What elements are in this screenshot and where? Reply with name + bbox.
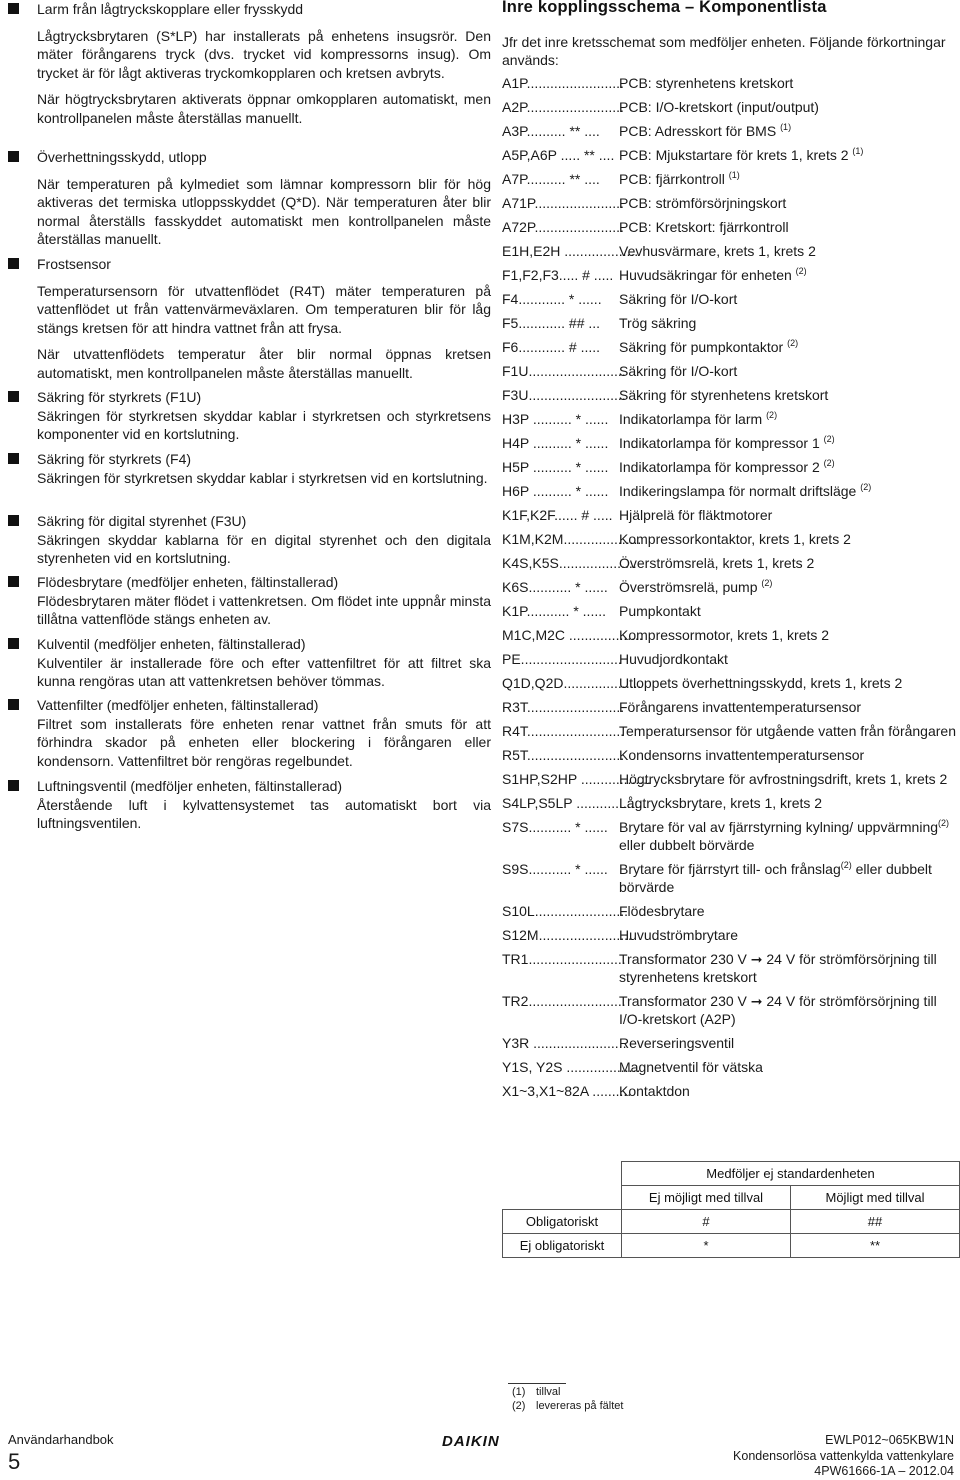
component-list-heading: Inre kopplingsschema – Komponentlista (502, 0, 827, 16)
abbreviation-code: H6P .......... * ...... (502, 483, 609, 499)
footer-doc-id: 4PW61666-1A – 2012.04 (814, 1464, 954, 1478)
footnote-ref: (2) (795, 266, 807, 276)
abbreviation-description (619, 650, 958, 668)
description-text: Säkring för I/O-kort (619, 363, 738, 379)
abbreviation-code: A5P,A6P ..... ** .... (502, 147, 615, 163)
abbreviation-row (502, 266, 958, 284)
footnote-mark: (1) (512, 1386, 526, 1398)
abbreviation-row (502, 386, 958, 404)
section-airvent (8, 777, 491, 833)
description-text: Säkring för styrenhetens kretskort (619, 387, 829, 403)
description-text: Magnetventil för vätska (619, 1059, 763, 1075)
description-text: PCB: Adresskort för BMS (619, 123, 781, 139)
description-text: eller dubbelt börvärde (619, 861, 932, 895)
abbreviation-row (502, 458, 958, 476)
footnote-ref: (2) (787, 338, 799, 348)
section-title: Frostsensor (37, 256, 111, 272)
abbreviation-description (619, 410, 958, 428)
abbreviation-row (502, 314, 958, 332)
footnote-text: tillval (536, 1386, 561, 1398)
section-paragraph: Flödesbrytaren mäter flödet i vattenkretsen. Om flödet inte uppnår minsta tillåtna vattenflöde stängs enheten av. (37, 592, 491, 628)
abbreviation-row (502, 1058, 958, 1076)
bullet-icon (8, 699, 19, 710)
description-text: Pumpkontakt (619, 603, 701, 619)
abbreviation-description (619, 314, 958, 332)
abbreviation-code: K1P........... * ...... (502, 603, 607, 619)
description-text: Kontaktdon (619, 1083, 690, 1099)
abbreviation-row (502, 818, 958, 854)
abbreviation-code: S7S........... * ...... (502, 819, 608, 835)
footnote-divider (508, 1383, 566, 1384)
description-text: PCB: strömförsörjningskort (619, 195, 787, 211)
abbreviation-row (502, 218, 958, 236)
section-f4 (8, 450, 491, 487)
abbreviation-code: F4............ * ...... (502, 291, 602, 307)
bullet-icon (8, 576, 19, 587)
section-paragraph: När högtrycksbrytaren aktiverats öppnar omkopplaren automatiskt, men kontrollpanelen måste återställas manuellt. (37, 91, 491, 126)
section-overheat (8, 148, 491, 249)
abbreviation-description (619, 860, 958, 896)
abbreviation-row (502, 98, 958, 116)
legend-table (502, 1161, 960, 1258)
abbreviation-row (502, 530, 958, 548)
description-text: Kompressormotor, krets 1, krets 2 (619, 627, 830, 643)
abbreviation-description (619, 1034, 958, 1052)
footnote-ref: (2) (823, 434, 835, 444)
abbreviation-code: A71P....................... (502, 195, 624, 211)
abbreviation-description (619, 794, 958, 812)
footnote-mark: (2) (512, 1400, 526, 1412)
description-text: Indikatorlampa för kompressor 2 (619, 459, 824, 475)
section-paragraph: Säkringen skyddar kablarna för en digital styrenhet och den digitala styrenheten vid en kortslutning. (37, 531, 491, 567)
section-title: Säkring för digital styrenhet (F3U) (37, 513, 247, 529)
section-title: Luftningsventil (medföljer enheten, fältinstallerad) (37, 778, 343, 794)
abbreviation-code: S12M........................ (502, 927, 632, 943)
section-title: Larm från lågtryckskopplare eller frysskydd (37, 1, 304, 17)
abbreviation-row (502, 602, 958, 620)
section-paragraph: När temperaturen på kylmediet som lämnar kompressorn blir för hög aktiveras det termiska utloppsskyddet (Q*D). När temperaturen åter blir normal återställs fasskyddet automatiskt men kontrollpanelen måste återställas manuellt. (37, 175, 491, 248)
abbreviation-code: Y3R ........................ (502, 1035, 627, 1051)
abbreviation-description (619, 602, 958, 620)
abbreviation-description (619, 902, 958, 920)
legend-row-label: Ej obligatoriskt (503, 1234, 622, 1258)
footnote-ref: (1) (852, 146, 864, 156)
abbreviation-description (619, 74, 958, 92)
abbreviation-description (619, 578, 958, 596)
bullet-icon (8, 638, 19, 649)
abbreviation-description (619, 926, 958, 944)
bullet-icon (8, 515, 19, 526)
abbreviation-code: F6............ # ..... (502, 339, 601, 355)
abbreviation-code: Q1D,Q2D.................... (502, 675, 642, 691)
abbreviation-description (619, 674, 958, 692)
bullet-icon (8, 391, 19, 402)
footnote-ref: (2) (840, 860, 852, 870)
abbreviation-code: TR2......................... (502, 993, 626, 1009)
section-paragraph: Lågtrycksbrytaren (S*LP) har installerats på enhetens insugsrör. Den mäter förångarens tryck (dvs. trycket vid kompressorns insug). Om trycket är för lågt aktiveras tryckomkopplaren och kretsen avbryts. (37, 27, 491, 81)
abbreviation-code: A72P....................... (502, 219, 624, 235)
legend-col-header: Ej möjligt med tillval (622, 1186, 791, 1210)
abbreviation-code: PE.......................... (502, 651, 622, 667)
abbreviation-description (619, 218, 958, 236)
abbreviation-row (502, 194, 958, 212)
abbreviation-description (619, 818, 958, 854)
description-text: PCB: Mjukstartare för krets 1, krets 2 (619, 147, 853, 163)
description-text: Temperatursensor för utgående vatten från förångaren (619, 723, 956, 739)
description-text: Kompressorkontaktor, krets 1, krets 2 (619, 531, 851, 547)
section-paragraph: När utvattenflödets temperatur åter blir normal öppnas kretsen automatiskt, men kontrollpanelen måste återställas manuellt. (37, 346, 491, 381)
abbreviation-code: K1M,K2M.................... (502, 531, 642, 547)
footnote-ref: (1) (780, 122, 792, 132)
daikin-logo: DAIKIN (442, 1433, 500, 1450)
abbreviation-description (619, 98, 958, 116)
abbreviation-row (502, 482, 958, 500)
section-title: Säkring för styrkrets (F1U) (37, 389, 202, 405)
abbreviation-code: F3U......................... (502, 387, 626, 403)
abbreviation-row (502, 410, 958, 428)
abbreviation-description (619, 266, 958, 284)
abbreviation-description (619, 698, 958, 716)
section-paragraph: Kulventiler är installerade före och efter vattenfiltret för att filtret ska kunna rengöras utan att vattenkretsen behöver tömmas. (37, 654, 491, 690)
legend-cell: ** (791, 1234, 960, 1258)
footer-doc-type: Användarhandbok (8, 1432, 114, 1447)
section-ballvalve (8, 635, 491, 691)
section-f1u (8, 388, 491, 444)
description-text: eller dubbelt börvärde (619, 837, 755, 853)
description-text: Lågtrycksbrytare, krets 1, krets 2 (619, 795, 823, 811)
description-text: Transformator 230 V ➞ 24 V för strömförsörjning till I/O-kretskort (A2P) (619, 993, 937, 1027)
abbreviation-row (502, 950, 958, 986)
abbreviation-code: F1U......................... (502, 363, 626, 379)
abbreviation-code: H4P .......... * ...... (502, 435, 609, 451)
abbreviation-description (619, 194, 958, 212)
description-text: Förångarens invattentemperatursensor (619, 699, 862, 715)
abbreviation-description (619, 554, 958, 572)
description-text: Indikatorlampa för larm (619, 411, 767, 427)
footnotes (512, 1385, 623, 1413)
footnote-text: levereras på fältet (536, 1400, 624, 1412)
abbreviation-row (502, 698, 958, 716)
abbreviation-description (619, 122, 958, 140)
section-frost (8, 255, 491, 383)
abbreviation-description (619, 746, 958, 764)
abbreviation-code: F1,F2,F3..... # ..... (502, 267, 614, 283)
bullet-icon (8, 3, 19, 14)
abbreviation-code: R4T......................... (502, 723, 625, 739)
abbreviation-row (502, 674, 958, 692)
abbreviation-description (619, 950, 958, 986)
description-text: Säkring för pumpkontaktor (619, 339, 788, 355)
section-paragraph: Säkringen för styrkretsen skyddar kablar i styrkretsen och styrkretsens komponenter vid en kortslutning. (37, 407, 491, 443)
abbreviation-description (619, 458, 958, 476)
abbreviation-code: M1C,M2C ................... (502, 627, 643, 643)
abbreviation-code: E1H,E2H ................... (502, 243, 639, 259)
section-waterfilter (8, 696, 491, 770)
abbreviation-row (502, 1034, 958, 1052)
section-paragraph: Säkringen för styrkretsen skyddar kablar i styrkretsen vid en kortslutning. (37, 469, 488, 486)
abbreviation-code: A1P......................... (502, 75, 624, 91)
abbreviation-code: S1HP,S2HP .................. (502, 771, 651, 787)
legend-row-label: Obligatoriskt (503, 1210, 622, 1234)
abbreviation-row (502, 362, 958, 380)
abbreviation-description (619, 434, 958, 452)
description-text: Vevhusvärmare, krets 1, krets 2 (619, 243, 816, 259)
section-title: Kulventil (medföljer enheten, fältinstallerad) (37, 636, 306, 652)
page-number: 5 (8, 1449, 21, 1474)
abbreviation-row (502, 506, 958, 524)
description-text: Huvudströmbrytare (619, 927, 739, 943)
abbreviation-code: S4LP,S5LP .................. (502, 795, 647, 811)
abbreviation-row (502, 146, 958, 164)
abbreviation-list (502, 74, 958, 1106)
description-text: PCB: fjärrkontroll (619, 171, 729, 187)
description-text: Trög säkring (619, 315, 697, 331)
section-title: Vattenfilter (medföljer enheten, fältinstallerad) (37, 697, 319, 713)
section-title: Flödesbrytare (medföljer enheten, fältinstallerad) (37, 574, 339, 590)
bullet-icon (8, 258, 19, 269)
abbreviation-code: A3P.......... ** .... (502, 123, 600, 139)
footer-product-info (733, 1433, 954, 1480)
abbreviation-description (619, 722, 958, 740)
description-text: Transformator 230 V ➞ 24 V för strömförsörjning till styrenhetens kretskort (619, 951, 937, 985)
footer-product: Kondensorlösa vattenkylda vattenkylare (733, 1448, 954, 1463)
abbreviation-description (619, 170, 958, 188)
abbreviation-row (502, 242, 958, 260)
abbreviation-description (619, 506, 958, 524)
footnote-ref: (2) (860, 482, 872, 492)
description-text: Hjälprelä för fläktmotorer (619, 507, 773, 523)
bullet-icon (8, 453, 19, 464)
description-text: Reverseringsventil (619, 1035, 735, 1051)
footnote (512, 1385, 623, 1399)
abbreviation-code: S9S........... * ...... (502, 861, 608, 877)
legend-col-header: Möjligt med tillval (791, 1186, 960, 1210)
abbreviation-code: X1~3,X1~82A .......... (502, 1083, 632, 1099)
abbreviation-row (502, 926, 958, 944)
abbreviation-row (502, 122, 958, 140)
abbreviation-description (619, 530, 958, 548)
section-paragraph: Återstående luft i kylvattensystemet tas automatiskt bort via luftningsventilen. (37, 796, 491, 832)
section-f3u (8, 512, 491, 568)
footnote (512, 1399, 623, 1413)
bullet-icon (8, 151, 19, 162)
abbreviation-row (502, 650, 958, 668)
abbreviation-row (502, 554, 958, 572)
legend-cell: ## (791, 1210, 960, 1234)
bullet-icon (8, 780, 19, 791)
abbreviation-description (619, 338, 958, 356)
section-lowpressure (8, 0, 491, 128)
description-text: Indikeringslampa för normalt driftsläge (619, 483, 861, 499)
footnote-ref: (2) (761, 578, 773, 588)
footnote-ref: (2) (766, 410, 778, 420)
abbreviation-row (502, 290, 958, 308)
description-text: Högtrycksbrytare för avfrostningsdrift, krets 1, krets 2 (619, 771, 948, 787)
description-text: Överströmsrelä, pump (619, 579, 762, 595)
abbreviation-row (502, 1082, 958, 1100)
footnote-ref: (2) (823, 458, 835, 468)
footnote-ref: (1) (728, 170, 740, 180)
abbreviation-code: S10L........................ (502, 903, 629, 919)
abbreviation-row (502, 746, 958, 764)
description-text: Indikatorlampa för kompressor 1 (619, 435, 824, 451)
abbreviation-code: A7P.......... ** .... (502, 171, 600, 187)
legend-cell: # (622, 1210, 791, 1234)
abbreviation-row (502, 722, 958, 740)
abbreviation-description (619, 362, 958, 380)
abbreviation-description (619, 770, 958, 788)
abbreviation-row (502, 434, 958, 452)
section-title: Överhettningsskydd, utlopp (37, 149, 207, 165)
abbreviation-code: A2P......................... (502, 99, 624, 115)
abbreviation-description (619, 1082, 958, 1100)
abbreviation-row (502, 578, 958, 596)
abbreviation-row (502, 338, 958, 356)
description-text: Huvudjordkontakt (619, 651, 728, 667)
abbreviation-row (502, 902, 958, 920)
description-text: Säkring för I/O-kort (619, 291, 738, 307)
abbreviation-code: R3T......................... (502, 699, 625, 715)
abbreviation-description (619, 242, 958, 260)
abbreviation-description (619, 290, 958, 308)
abbreviation-row (502, 74, 958, 92)
abbreviation-code: K4S,K5S.................... (502, 555, 637, 571)
footer-model: EWLP012~065KBW1N (825, 1433, 954, 1447)
description-text: Kondensorns invattentemperatursensor (619, 747, 865, 763)
footnote-ref: (2) (938, 818, 950, 828)
abbreviation-description (619, 482, 958, 500)
abbreviation-description (619, 146, 958, 164)
abbreviation-code: Y1S, Y2S ................... (502, 1059, 641, 1075)
abbreviation-code: K1F,K2F...... # ..... (502, 507, 613, 523)
abbreviation-code: R5T......................... (502, 747, 625, 763)
abbreviation-row (502, 992, 958, 1028)
abbreviation-row (502, 794, 958, 812)
abbreviation-code: TR1......................... (502, 951, 626, 967)
component-list-intro: Jfr det inre kretsschemat som medföljer enheten. Följande förkortningar används: (502, 34, 946, 68)
abbreviation-code: K6S........... * ...... (502, 579, 608, 595)
description-text: Överströmsrelä, krets 1, krets 2 (619, 555, 815, 571)
description-text: PCB: Kretskort: fjärrkontroll (619, 219, 789, 235)
abbreviation-code: H5P .......... * ...... (502, 459, 609, 475)
section-flowswitch (8, 573, 491, 629)
description-text: PCB: styrenhetens kretskort (619, 75, 794, 91)
description-text: Utloppets överhettningsskydd, krets 1, krets 2 (619, 675, 903, 691)
section-paragraph: Filtret som installerats före enheten renar vattnet från smuts för att förhindra skador på enheten eller blockering i förångaren eller kondensorn. Vattenfiltret bör rengöras regelbundet. (37, 715, 491, 769)
abbreviation-row (502, 170, 958, 188)
description-text: Flödesbrytare (619, 903, 705, 919)
abbreviation-row (502, 626, 958, 644)
section-paragraph: Temperatursensorn för utvattenflödet (R4T) mäter temperaturen på vattenflödet ut från vattenvärmeväxlaren. Om temperaturen blir för låg stängs kretsen för att hindra vattnet från att frysa. (37, 282, 491, 336)
section-title: Säkring för styrkrets (F4) (37, 451, 192, 467)
abbreviation-code: H3P .......... * ...... (502, 411, 609, 427)
abbreviation-description (619, 386, 958, 404)
abbreviation-row (502, 860, 958, 896)
legend-header: Medföljer ej standardenheten (622, 1162, 960, 1186)
abbreviation-description (619, 1058, 958, 1076)
abbreviation-row (502, 770, 958, 788)
description-text: PCB: I/O-kretskort (input/output) (619, 99, 819, 115)
description-text: Brytare för val av fjärrstyrning kylning/ uppvärmning (619, 819, 939, 835)
abbreviation-description (619, 626, 958, 644)
abbreviation-code: F5............ ## ... (502, 315, 601, 331)
description-text: Brytare för fjärrstyrt till- och frånslag (619, 861, 841, 877)
description-text: Huvudsäkringar för enheten (619, 267, 796, 283)
abbreviation-description (619, 992, 958, 1028)
legend-cell: * (622, 1234, 791, 1258)
